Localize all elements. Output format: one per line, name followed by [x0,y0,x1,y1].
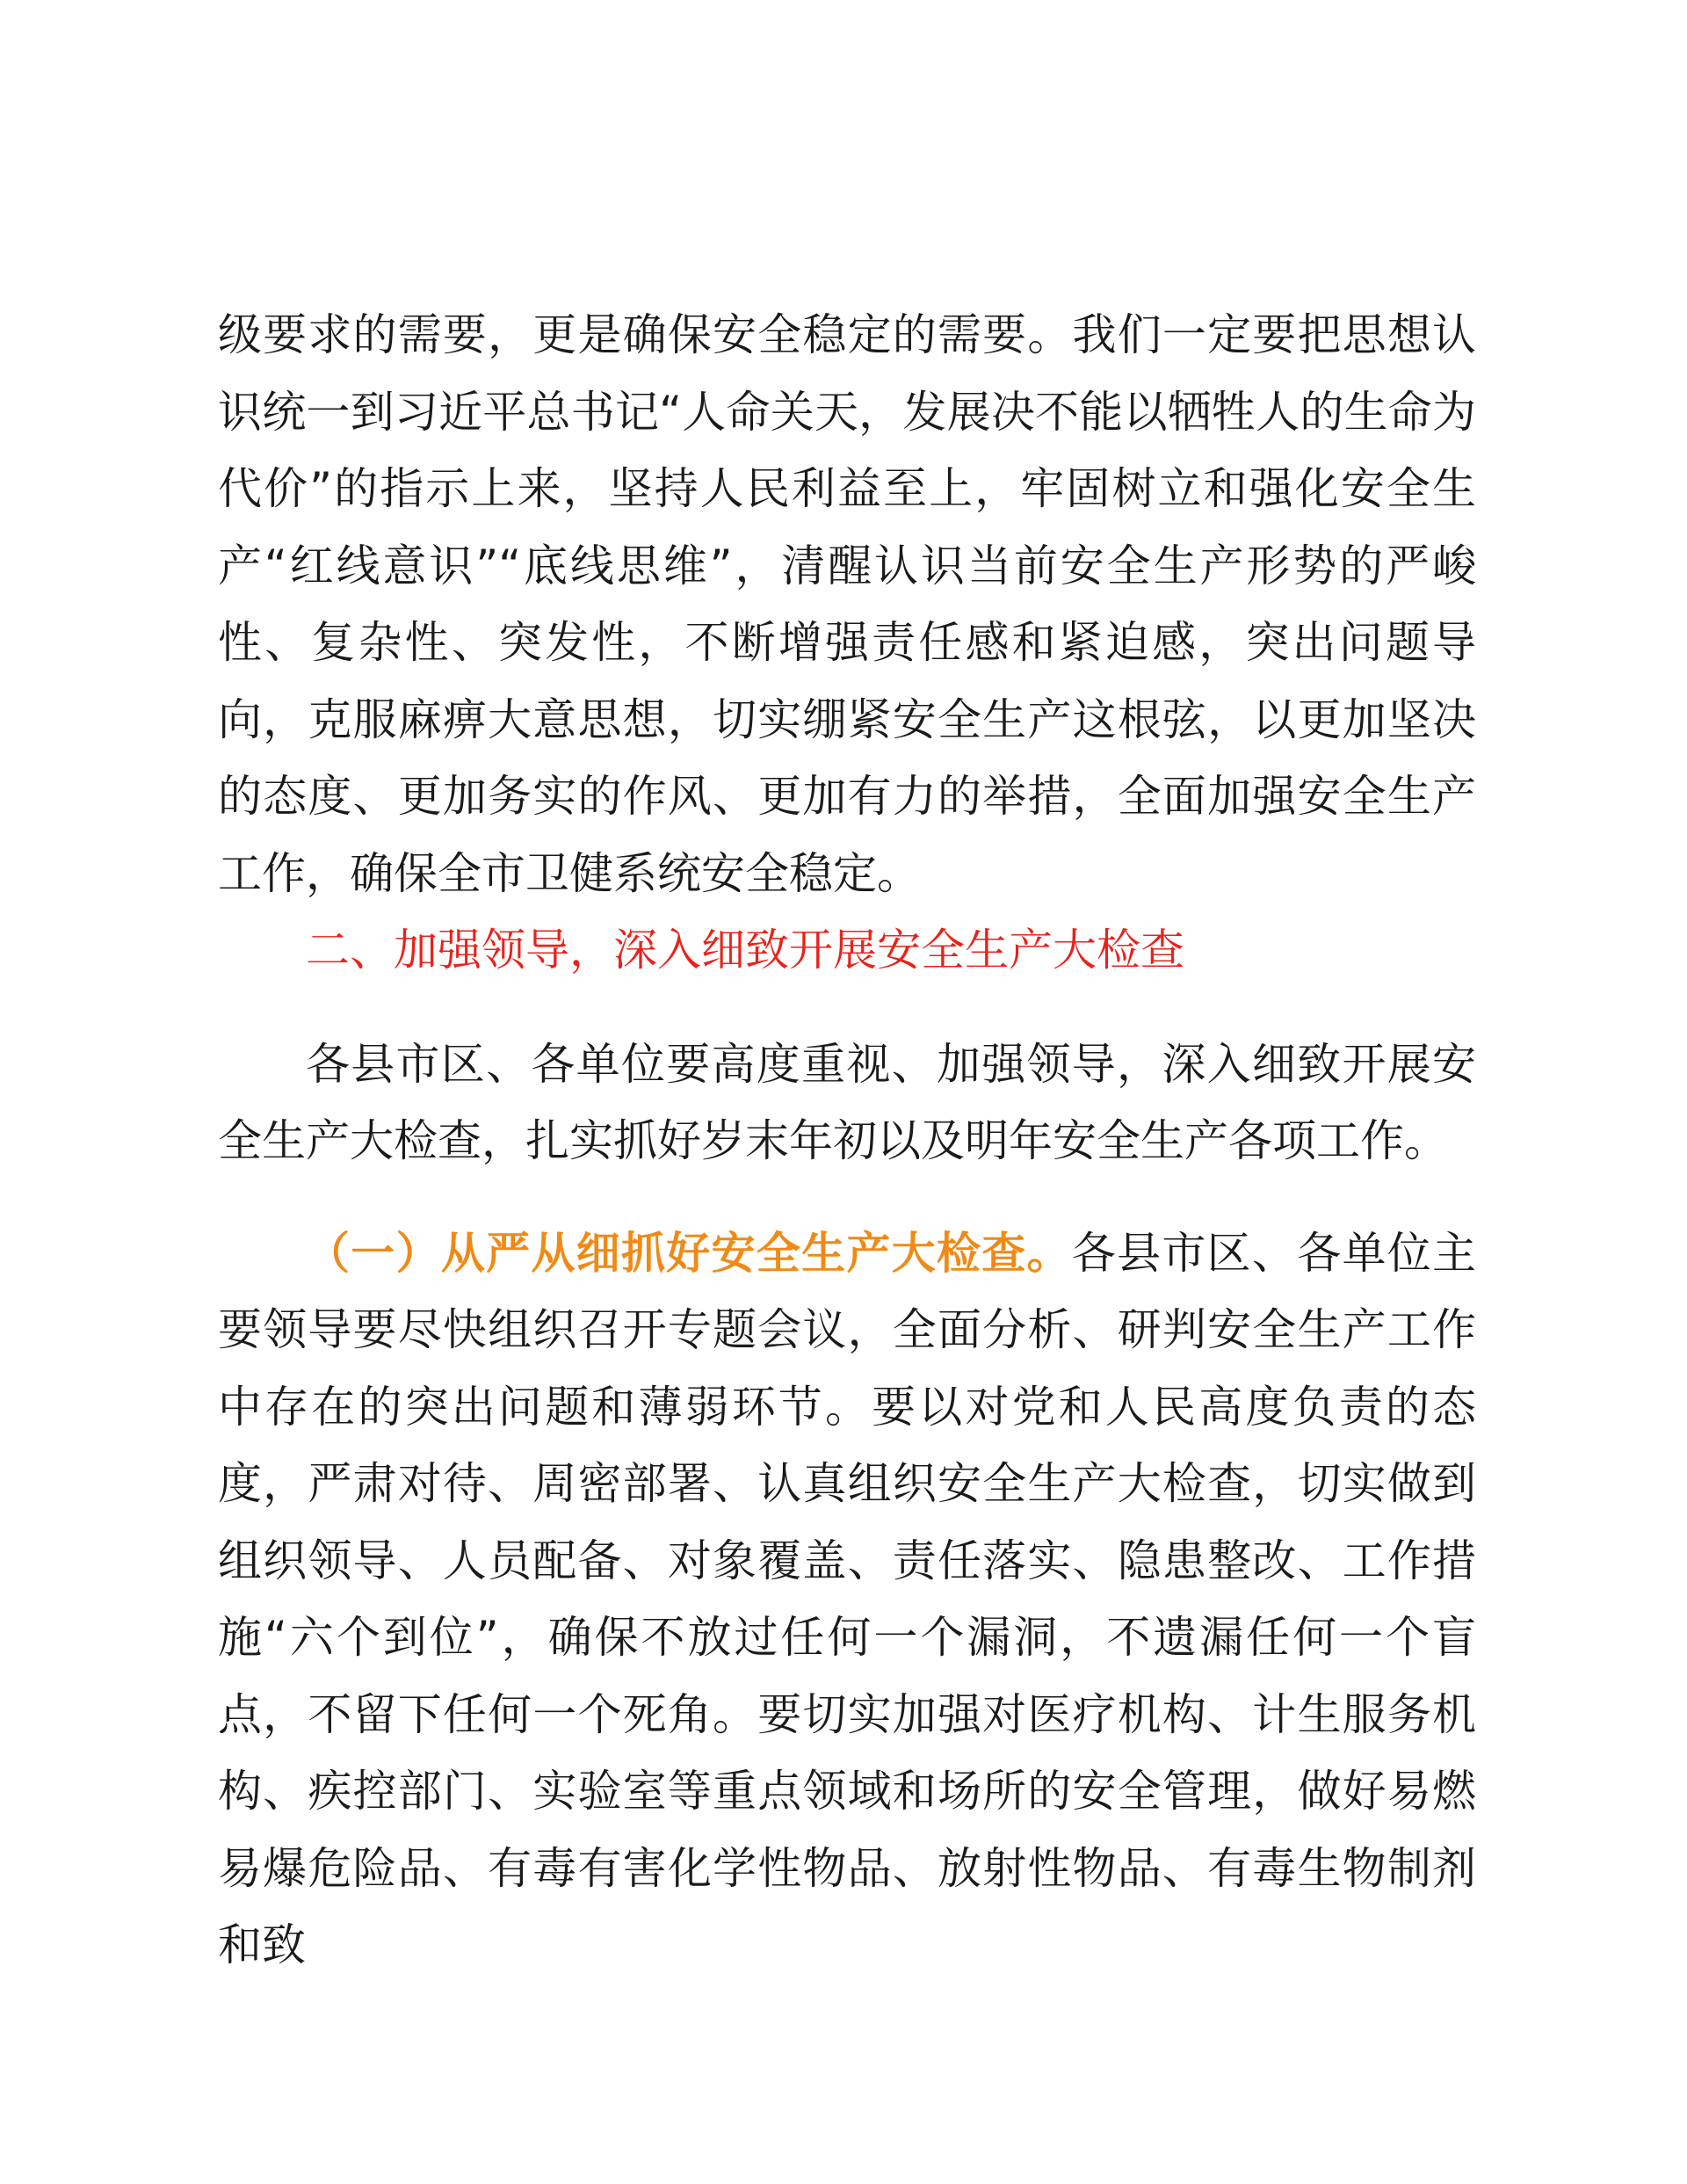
section-heading-2: 二、加强领导，深入细致开展安全生产大检查 [306,925,1184,976]
body-paragraph-3-text: 各县市区、各单位主要领导要尽快组织召开专题会议，全面分析、研判安全生产工作中存在的突出问题和薄弱环节。要以对党和人民高度负责的态度，严肃对待、周密部署、认真组织安全生产大检查，切实做到组织领导、人员配备、对象覆盖、责任落实、隐患整改、工作措施“六个到位”，确保不放过任何一个漏洞，不遗漏任何一个盲点，不留下任何一个死角。要切实加强对医疗机构、计生服务机构、疾控部门、实验室等重点领域和场所的安全管理，做好易燃易爆危险品、有毒有害化学性物品、放射性物品、有毒生物制剂和致 [218,1227,1477,1970]
document-page [218,297,1476,1984]
body-paragraph-3 [218,1215,1476,1984]
sub-heading-1: （一）从严从细抓好安全生产大检查。 [306,1227,1072,1279]
body-paragraph-1: 级要求的需要，更是确保安全稳定的需要。我们一定要把思想认识统一到习近平总书记“人命关天，发展决不能以牺牲人的生命为代价”的指示上来，坚持人民利益至上，牢固树立和强化安全生产“红线意识”“底线思维”，清醒认识当前安全生产形势的严峻性、复杂性、突发性，不断增强责任感和紧迫感，突出问题导向，克服麻痹大意思想，切实绷紧安全生产这根弦，以更加坚决的态度、更加务实的作风、更加有力的举措，全面加强安全生产工作，确保全市卫健系统安全稳定。 [218,309,1476,899]
body-paragraph-2: 各县市区、各单位要高度重视、加强领导，深入细致开展安全生产大检查，扎实抓好岁末年初以及明年安全生产各项工作。 [218,1038,1476,1166]
